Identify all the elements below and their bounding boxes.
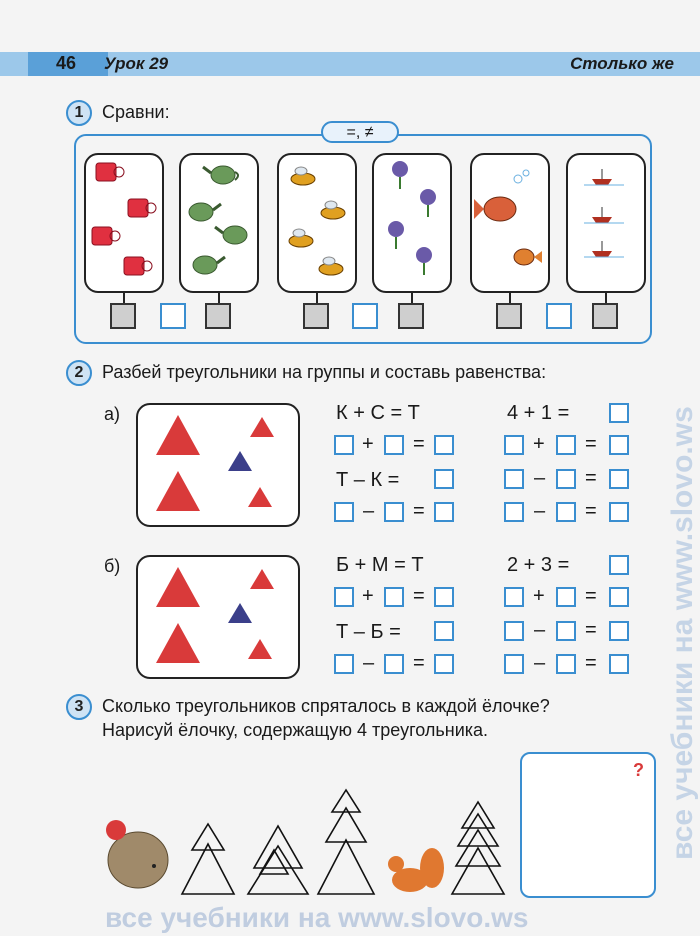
mug-icon xyxy=(128,199,156,217)
bee-icon xyxy=(289,229,313,247)
tree-1 xyxy=(182,824,234,894)
card-mugs xyxy=(84,153,164,293)
tree-2 xyxy=(248,826,308,894)
card-fish xyxy=(470,153,550,293)
answer-box[interactable] xyxy=(609,435,629,455)
answer-box[interactable] xyxy=(434,587,454,607)
tree-3 xyxy=(318,790,374,894)
float-bobber-icon xyxy=(584,241,624,257)
part-b-label: б) xyxy=(104,556,121,576)
minus-sign: – xyxy=(534,500,546,522)
mug-icon xyxy=(92,227,120,245)
equals-sign: = xyxy=(585,500,597,522)
answer-box[interactable] xyxy=(504,654,524,674)
trees-illustration xyxy=(96,784,516,904)
answer-box[interactable] xyxy=(609,403,629,423)
equals-sign: = xyxy=(413,433,425,455)
task1-number: 1 xyxy=(66,100,92,126)
plus-sign: + xyxy=(533,585,545,607)
compare-box[interactable] xyxy=(546,303,572,329)
eq-b-2: Т – Б = xyxy=(336,621,401,643)
minus-sign: – xyxy=(534,652,546,674)
count-box[interactable] xyxy=(496,303,522,329)
mug-icon xyxy=(124,257,152,275)
count-box[interactable] xyxy=(398,303,424,329)
plus-sign: + xyxy=(362,433,374,455)
fish-icon xyxy=(514,249,542,265)
task3-line1: Сколько треугольников спряталось в каждой ёлочке? xyxy=(102,696,550,716)
topic-title: Столько же xyxy=(570,54,674,73)
card-teapots xyxy=(179,153,259,293)
answer-box[interactable] xyxy=(609,502,629,522)
equals-sign: = xyxy=(413,652,425,674)
connector xyxy=(218,293,220,303)
part-a-label: а) xyxy=(104,404,121,424)
answer-box[interactable] xyxy=(334,502,354,522)
card-bees xyxy=(277,153,357,293)
equals-sign: = xyxy=(585,433,597,455)
task2-title: Разбей треугольники на группы и составь равенства: xyxy=(102,362,547,382)
task3-number: 3 xyxy=(66,694,92,720)
answer-box[interactable] xyxy=(556,502,576,522)
task2-number: 2 xyxy=(66,360,92,386)
answer-box[interactable] xyxy=(384,587,404,607)
count-box[interactable] xyxy=(205,303,231,329)
answer-box[interactable] xyxy=(334,587,354,607)
answer-box[interactable] xyxy=(434,469,454,489)
answer-box[interactable] xyxy=(434,621,454,641)
minus-sign: – xyxy=(534,619,546,641)
count-box[interactable] xyxy=(592,303,618,329)
teapot-icon xyxy=(189,203,221,221)
teapot-icon xyxy=(203,166,238,184)
minus-sign: – xyxy=(534,467,546,489)
eq-b-3: 2 + 3 = xyxy=(507,554,570,576)
connector xyxy=(316,293,318,303)
bee-icon xyxy=(321,201,345,219)
eq-b-1: Б + М = Т xyxy=(336,554,424,576)
answer-box[interactable] xyxy=(504,587,524,607)
plus-sign: + xyxy=(533,433,545,455)
eq-a-2: Т – К = xyxy=(336,469,400,491)
answer-box[interactable] xyxy=(384,435,404,455)
teapot-icon xyxy=(215,226,247,244)
answer-box[interactable] xyxy=(609,469,629,489)
answer-box[interactable] xyxy=(556,469,576,489)
answer-box[interactable] xyxy=(504,621,524,641)
answer-box[interactable] xyxy=(556,435,576,455)
answer-box[interactable] xyxy=(434,654,454,674)
answer-box[interactable] xyxy=(556,621,576,641)
count-box[interactable] xyxy=(110,303,136,329)
answer-box[interactable] xyxy=(334,654,354,674)
flower-icon xyxy=(420,189,436,217)
squirrel-icon xyxy=(388,848,444,892)
bee-icon xyxy=(319,257,343,275)
answer-box[interactable] xyxy=(609,621,629,641)
answer-box[interactable] xyxy=(384,502,404,522)
connector xyxy=(123,293,125,303)
flower-icon xyxy=(392,161,408,189)
connector xyxy=(509,293,511,303)
answer-box[interactable] xyxy=(556,654,576,674)
teapot-icon xyxy=(193,256,225,274)
task1-title: Сравни: xyxy=(102,102,170,122)
equals-sign: = xyxy=(585,619,597,641)
minus-sign: – xyxy=(363,500,375,522)
answer-box[interactable] xyxy=(504,469,524,489)
eq-a-3: 4 + 1 = xyxy=(507,402,570,424)
watermark-side: все учебники на www.slovo.ws xyxy=(666,406,699,860)
tree-4 xyxy=(452,802,504,894)
fish-icon xyxy=(474,197,516,221)
equals-sign: = xyxy=(585,585,597,607)
eq-a-1: К + С = Т xyxy=(336,402,420,424)
answer-box[interactable] xyxy=(556,587,576,607)
flower-icon xyxy=(416,247,432,275)
hedgehog-icon xyxy=(106,820,168,888)
triangles-box-a xyxy=(136,403,300,527)
answer-box[interactable] xyxy=(334,435,354,455)
lesson-title: Урок 29 xyxy=(104,54,169,73)
answer-box[interactable] xyxy=(609,555,629,575)
bee-icon xyxy=(291,167,315,185)
question-mark: ? xyxy=(633,760,644,780)
compare-box[interactable] xyxy=(352,303,378,329)
answer-box[interactable] xyxy=(504,435,524,455)
answer-box[interactable] xyxy=(434,435,454,455)
compare-box[interactable] xyxy=(160,303,186,329)
task1-badge: =, ≠ xyxy=(321,121,399,143)
equals-sign: = xyxy=(585,467,597,489)
mug-icon xyxy=(96,163,124,181)
answer-box[interactable] xyxy=(609,654,629,674)
connector xyxy=(605,293,607,303)
answer-box[interactable] xyxy=(609,587,629,607)
task3-line2: Нарисуй ёлочку, содержащую 4 треугольника. xyxy=(102,720,489,740)
flower-icon xyxy=(388,221,404,249)
page-number: 46 xyxy=(56,53,77,73)
card-bobbers xyxy=(566,153,646,293)
plus-sign: + xyxy=(362,585,374,607)
card-flowers xyxy=(372,153,452,293)
connector xyxy=(411,293,413,303)
watermark-bottom: все учебники на www.slovo.ws xyxy=(105,902,529,933)
minus-sign: – xyxy=(363,652,375,674)
equals-sign: = xyxy=(585,652,597,674)
equals-sign: = xyxy=(413,585,425,607)
answer-box[interactable] xyxy=(504,502,524,522)
equals-sign: = xyxy=(413,500,425,522)
count-box[interactable] xyxy=(303,303,329,329)
answer-box[interactable] xyxy=(384,654,404,674)
answer-box[interactable] xyxy=(434,502,454,522)
float-bobber-icon xyxy=(584,169,624,185)
triangles-box-b xyxy=(136,555,300,679)
float-bobber-icon xyxy=(584,207,624,223)
